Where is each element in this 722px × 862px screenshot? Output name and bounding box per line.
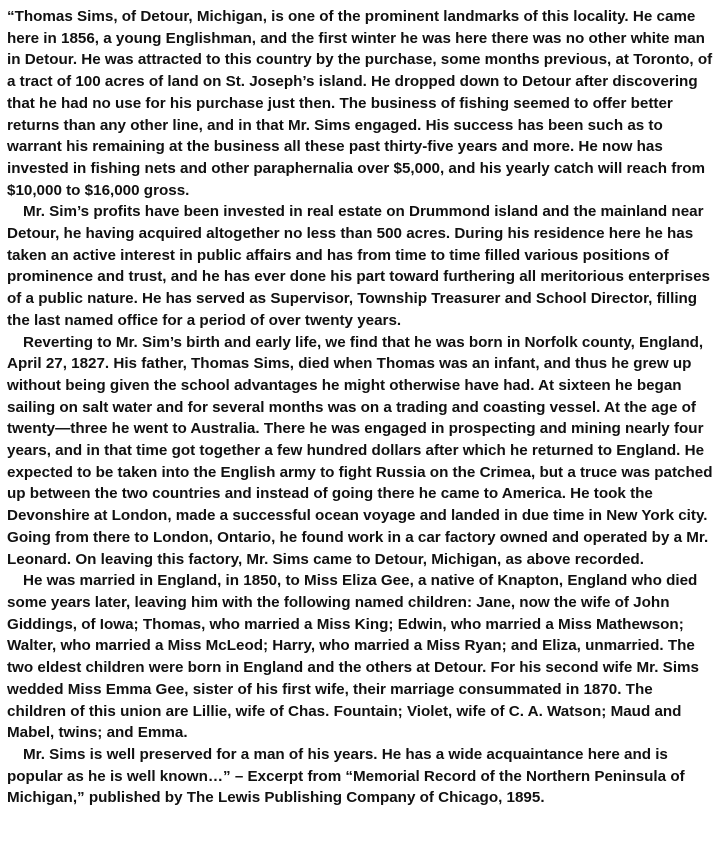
paragraph-excerpt-source: Mr. Sims is well preserved for a man of his years. He has a wide acquaintance here and is popular as he is well known…” – Excerpt from “Memorial Record of the Northern Peninsula of Michigan,” published by The Lewis Publishing Company of Chicago, 1895. <box>7 745 685 807</box>
paragraph-arrival: “Thomas Sims, of Detour, Michigan, is one of the prominent landmarks of this locality. He came here in 1856, a young Englishman, and the first winter he was here there was no other white man in Detour. He was attracted to this country by the purchase, some months previous, at Toronto, of a tract of 100 acres of land on St. Joseph’s island. He dropped down to Detour after discovering that he had no use for his purchase just then. The business of fishing seemed to offer better returns than any other line, and in that Mr. Sims engaged. His success has been such as to warrant his remaining at the business all these past thirty-five years and more. He now has invested in fishing nets and other paraphernalia over $5,000, and his yearly catch will reach from $10,000 to $16,000 gross. <box>7 8 713 199</box>
paragraph-early-life: Reverting to Mr. Sim’s birth and early life, we find that he was born in Norfolk county, England, April 27, 1827. His father, Thomas Sims, died when Thomas was an infant, and thus he grew up without being given the school advantages he might otherwise have had. At sixteen he began sailing on salt water and for several months was on a trading and coasting vessel. At the age of twenty—three he went to Australia. There he was engaged in prospecting and mining nearly four years, and in that time got together a few hundred dollars after which he returned to England. He expected to be taken into the English army to fight Russia on the Crimea, but a truce was patched up between the two countries and instead of going there he came to America. He took the Devonshire at London, made a successful ocean voyage and landed in due time in New York city. Going from there to London, Ontario, he found work in a car factory owned and operated by a Mr. Leonard. On leaving this factory, Mr. Sims came to Detour, Michigan, as above recorded. <box>7 333 713 568</box>
paragraph-profits: Mr. Sim’s profits have been invested in real estate on Drummond island and the mainland near Detour, he having acquired altogether no less than 500 acres. During his residence here he has taken an active interest in public affairs and has from time to time filled various positions of prominence and trust, and he has ever done his part toward furthering all meritorious enterprises of a public nature. He has served as Supervisor, Township Treasurer and School Director, filling the last named office for a period of over twenty years. <box>7 203 710 329</box>
paragraph-marriage: He was married in England, in 1850, to Miss Eliza Gee, a native of Knapton, England who died some years later, leaving him with the following named children: Jane, now the wife of John Giddings, of Iowa; Thomas, who married a Miss King; Edwin, who married a Miss Mathewson; Walter, who married a Miss McLeod; Harry, who married a Miss Ryan; and Eliza, unmarried. The two eldest children were born in England and the others at Detour. For his second wife Mr. Sims wedded Miss Emma Gee, sister of his first wife, their marriage consummated in 1870. The children of this union are Lillie, wife of Chas. Fountain; Violet, wife of C. A. Watson; Maud and Mabel, twins; and Emma. <box>7 572 699 742</box>
